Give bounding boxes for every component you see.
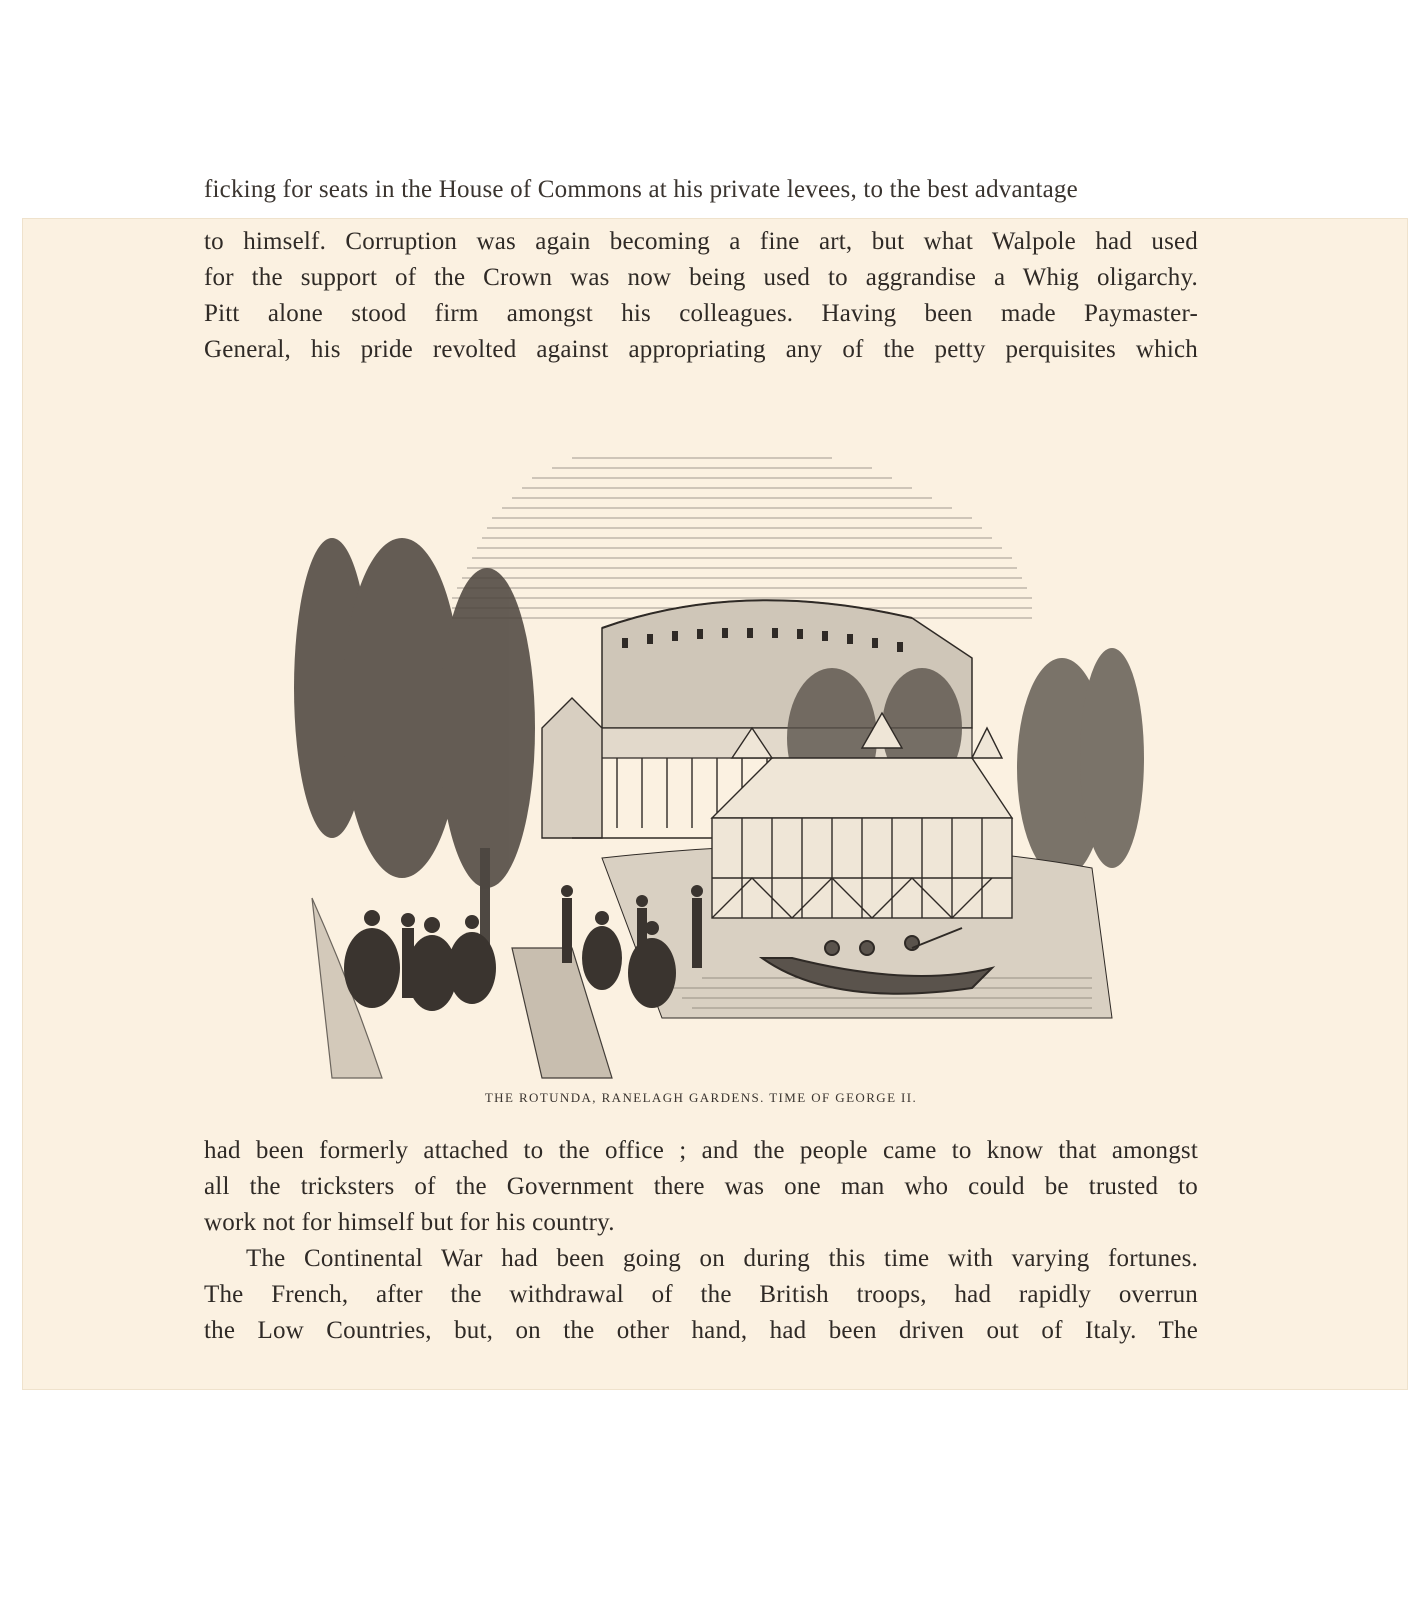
text-line: work not for himself but for his country.: [204, 1209, 615, 1236]
text-line: The Continental War had been going on during this time with varying fortunes.: [246, 1245, 1198, 1272]
text-line: General, his pride revolted against appropriating any of the petty perquisites which: [204, 336, 1198, 363]
upper-paragraph: [204, 224, 1198, 368]
lower-paragraph: [204, 1133, 1198, 1349]
illustration-caption: THE ROTUNDA, RANELAGH GARDENS. TIME OF GEORGE II.: [484, 1090, 918, 1105]
text-line: Pitt alone stood firm amongst his colleagues. Having been made Paymaster-: [204, 300, 1198, 327]
text-line: all the tricksters of the Government there was one man who could be trusted to: [204, 1173, 1198, 1200]
rotunda-engraving: [272, 428, 1152, 1078]
sky-hatching: [452, 458, 1032, 618]
book-page: [22, 176, 1408, 1390]
text-line: to himself. Corruption was again becoming a fine art, but what Walpole had used: [204, 228, 1198, 255]
text-line: for the support of the Crown was now being used to aggrandise a Whig oligarchy.: [204, 264, 1198, 291]
text-line: had been formerly attached to the office ; and the people came to know that amongst: [204, 1137, 1198, 1164]
text-line: the Low Countries, but, on the other hand, had been driven out of Italy. The: [204, 1317, 1198, 1344]
text-line: The French, after the withdrawal of the British troops, had rapidly overrun: [204, 1281, 1198, 1308]
cut-off-top-line: ficking for seats in the House of Commons at his private levees, to the best advantage: [204, 176, 1078, 203]
